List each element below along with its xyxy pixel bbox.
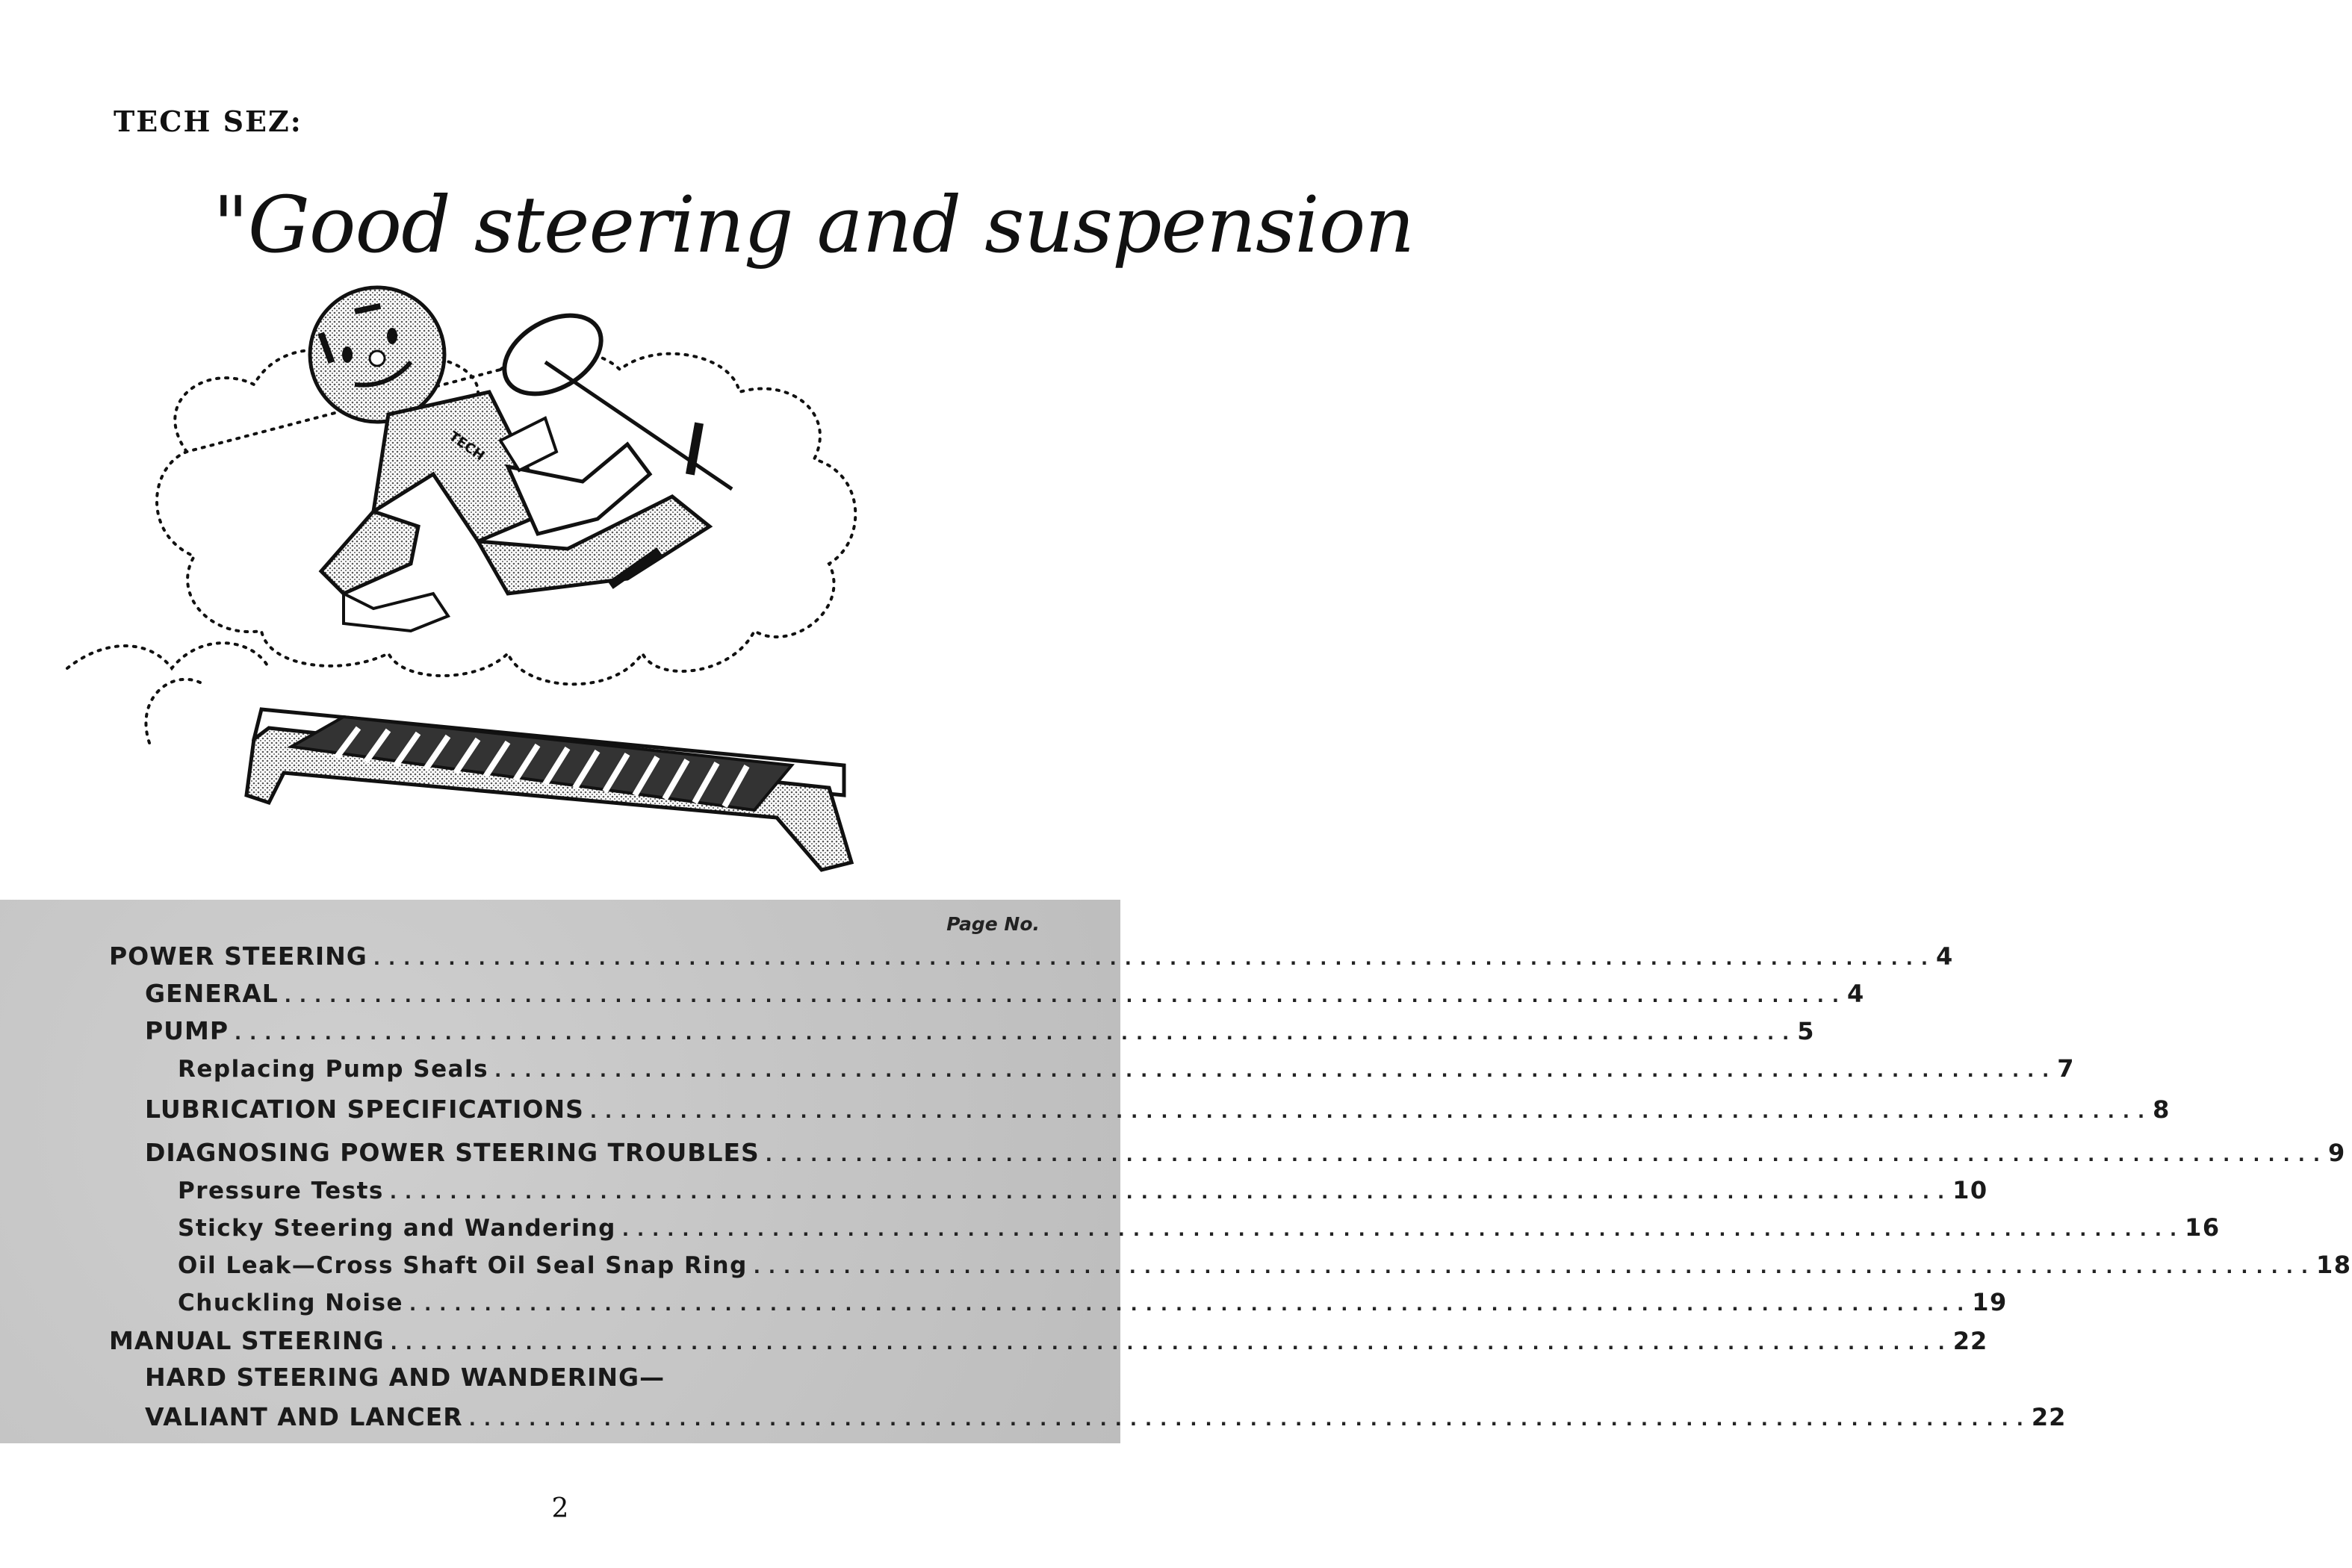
toc-entry-page: 22 [1952,1327,1988,1355]
leader-dots: ........................................................................................................ [389,1182,1953,1203]
toc-entry-page: 10 [1952,1176,1988,1204]
tech-sez-heading: TECH SEZ: [114,105,302,138]
toc-entry [145,971,1865,1008]
leader-dots: ........................................................................................................ [409,1294,1973,1315]
cartoon-illustration [60,280,1031,900]
toc-entry-page: 7 [2057,1054,2076,1083]
toc-entry-page: 4 [1846,980,1865,1008]
leader-dots: ........................................................................................................ [621,1219,2185,1240]
toc-entry-label: MANUAL STEERING [109,1326,385,1355]
quote-headline: "Good steering and suspension [213,179,1415,270]
leader-dots: ........................................................................................................ [373,948,1937,969]
toc-entry-page: 22 [2031,1403,2067,1431]
leader-dots: ........................................................................................................ [284,986,1847,1007]
toc-entry [178,1204,2221,1242]
leader-dots: ........................................................................................................ [468,1409,2032,1430]
toc-entry-label: VALIANT AND LANCER [145,1402,463,1431]
toc-entry [145,1394,2067,1431]
toc-entry-label: LUBRICATION SPECIFICATIONS [145,1095,584,1124]
toc-entry-label: POWER STEERING [109,942,367,971]
toc-entry-page: 16 [2185,1213,2221,1242]
toc-entry-label: PUMP [145,1016,229,1045]
toc-entry [109,933,1954,971]
leader-dots: ........................................................................................................ [235,1023,1798,1044]
toc-entry-page: 18 [2315,1251,2352,1279]
leader-dots: ........................................................................................................ [753,1257,2316,1278]
toc-entry-page: 19 [1972,1288,2008,1316]
toc-entry-page: 5 [1797,1017,1815,1045]
toc-entry-label: Replacing Pump Seals [178,1056,489,1083]
toc-entry-label: Sticky Steering and Wandering [178,1215,616,1242]
toc-entry-label: Chuckling Noise [178,1289,404,1316]
toc-entry [178,1242,2352,1279]
grille-bumper [246,709,851,870]
page-no-header: Page No. [946,913,1040,935]
toc-entry-label: DIAGNOSING POWER STEERING TROUBLES [145,1138,760,1167]
toc-entry-label: Pressure Tests [178,1177,384,1204]
tech-character [310,287,732,631]
toc-entry-label: HARD STEERING AND WANDERING— [145,1363,665,1392]
toc-entry [145,1008,1815,1045]
toc-entry-page: 9 [2327,1139,2346,1167]
toc-entry-label: Oil Leak—Cross Shaft Oil Seal Snap Ring [178,1252,748,1279]
page-number: 2 [551,1493,569,1524]
toc-entry [178,1045,2076,1083]
toc-entry [145,1086,2171,1124]
toc-entry [145,1130,2346,1167]
toc-entry-page: 4 [1936,942,1954,971]
leader-dots: ........................................................................................................ [390,1333,1953,1354]
table-of-contents [0,900,2352,1443]
shirt-logo: TECH [446,428,488,464]
leader-dots: ........................................................................................................ [765,1145,2328,1166]
toc-entry [109,1318,1988,1355]
leader-dots: ........................................................................................................ [494,1060,2058,1081]
toc-entry [178,1279,2008,1316]
leader-dots: ........................................................................................................ [589,1101,2153,1122]
toc-entry [178,1167,1988,1204]
toc-entry-label: GENERAL [145,979,279,1008]
toc-entry-page: 8 [2153,1095,2171,1124]
